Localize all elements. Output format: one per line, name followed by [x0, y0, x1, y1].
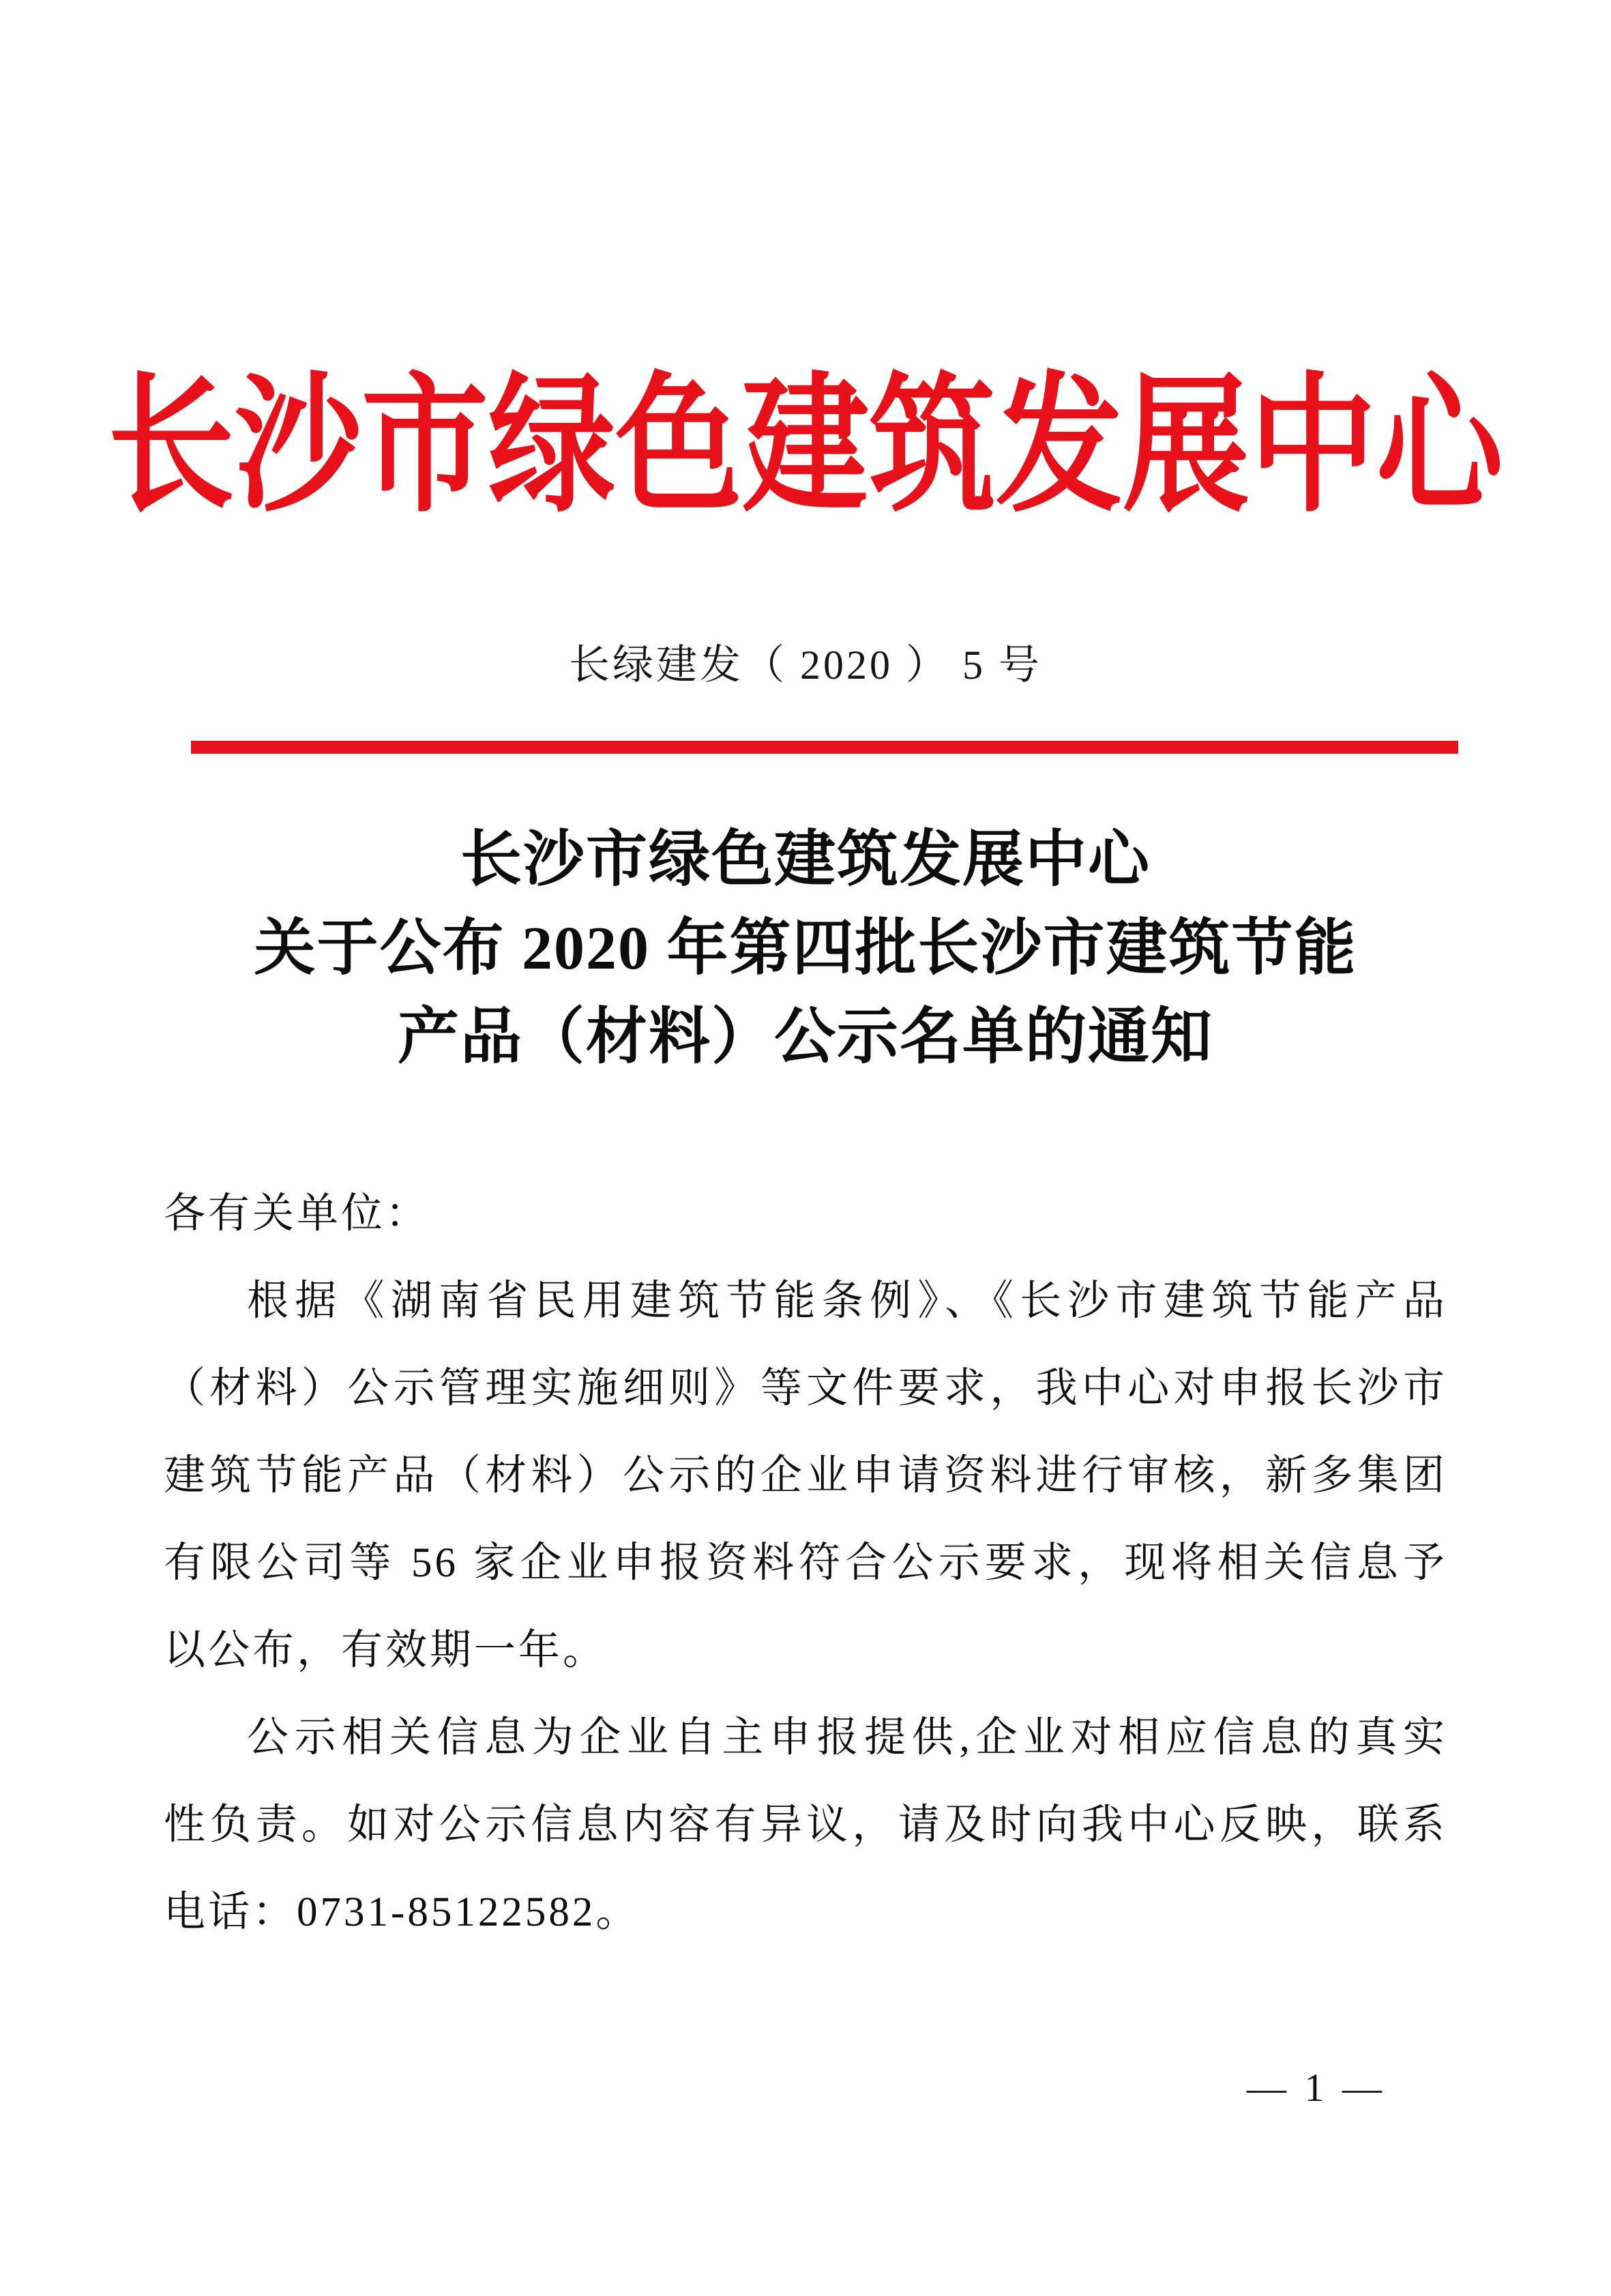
body-line: 根据《湖南省民用建筑节能条例》、《长沙市建筑节能产品	[247, 1278, 1447, 1324]
body-line: 建筑节能产品（材料）公示的企业申请资料进行审核，新多集团	[164, 1453, 1447, 1499]
body-line: 以公布，有效期一年。	[164, 1628, 608, 1673]
body-line-phone: 电话：0731-85122582。	[164, 1889, 640, 1935]
body-line: 有限公司等 56 家企业申报资料符合公示要求，现将相关信息予	[164, 1540, 1447, 1586]
body-line: 公示相关信息为企业自主申报提供,企业对相应信息的真实	[247, 1715, 1447, 1761]
document-number: 长绿建发（ 2020 ） 5 号	[569, 643, 1042, 688]
letterhead-org-name: 长沙市绿色建筑发展中心	[107, 364, 1503, 531]
notice-title-line-3: 产品（材料）公示名单的通知	[398, 1003, 1213, 1071]
red-divider-line	[191, 741, 1458, 754]
notice-title-line-2: 关于公布 2020 年第四批长沙市建筑节能	[254, 915, 1357, 982]
body-line: （材料）公示管理实施细则》等文件要求，我中心对申报长沙市	[164, 1366, 1447, 1411]
body-line: 性负责。如对公示信息内容有异议，请及时向我中心反映，联系	[164, 1802, 1447, 1848]
salutation: 各有关单位：	[164, 1191, 430, 1237]
notice-title-line-1: 长沙市绿色建筑发展中心	[460, 826, 1151, 894]
notice-title	[0, 816, 1611, 1082]
page-number: — 1 —	[1247, 2065, 1386, 2110]
notice-body	[164, 1171, 1447, 1956]
